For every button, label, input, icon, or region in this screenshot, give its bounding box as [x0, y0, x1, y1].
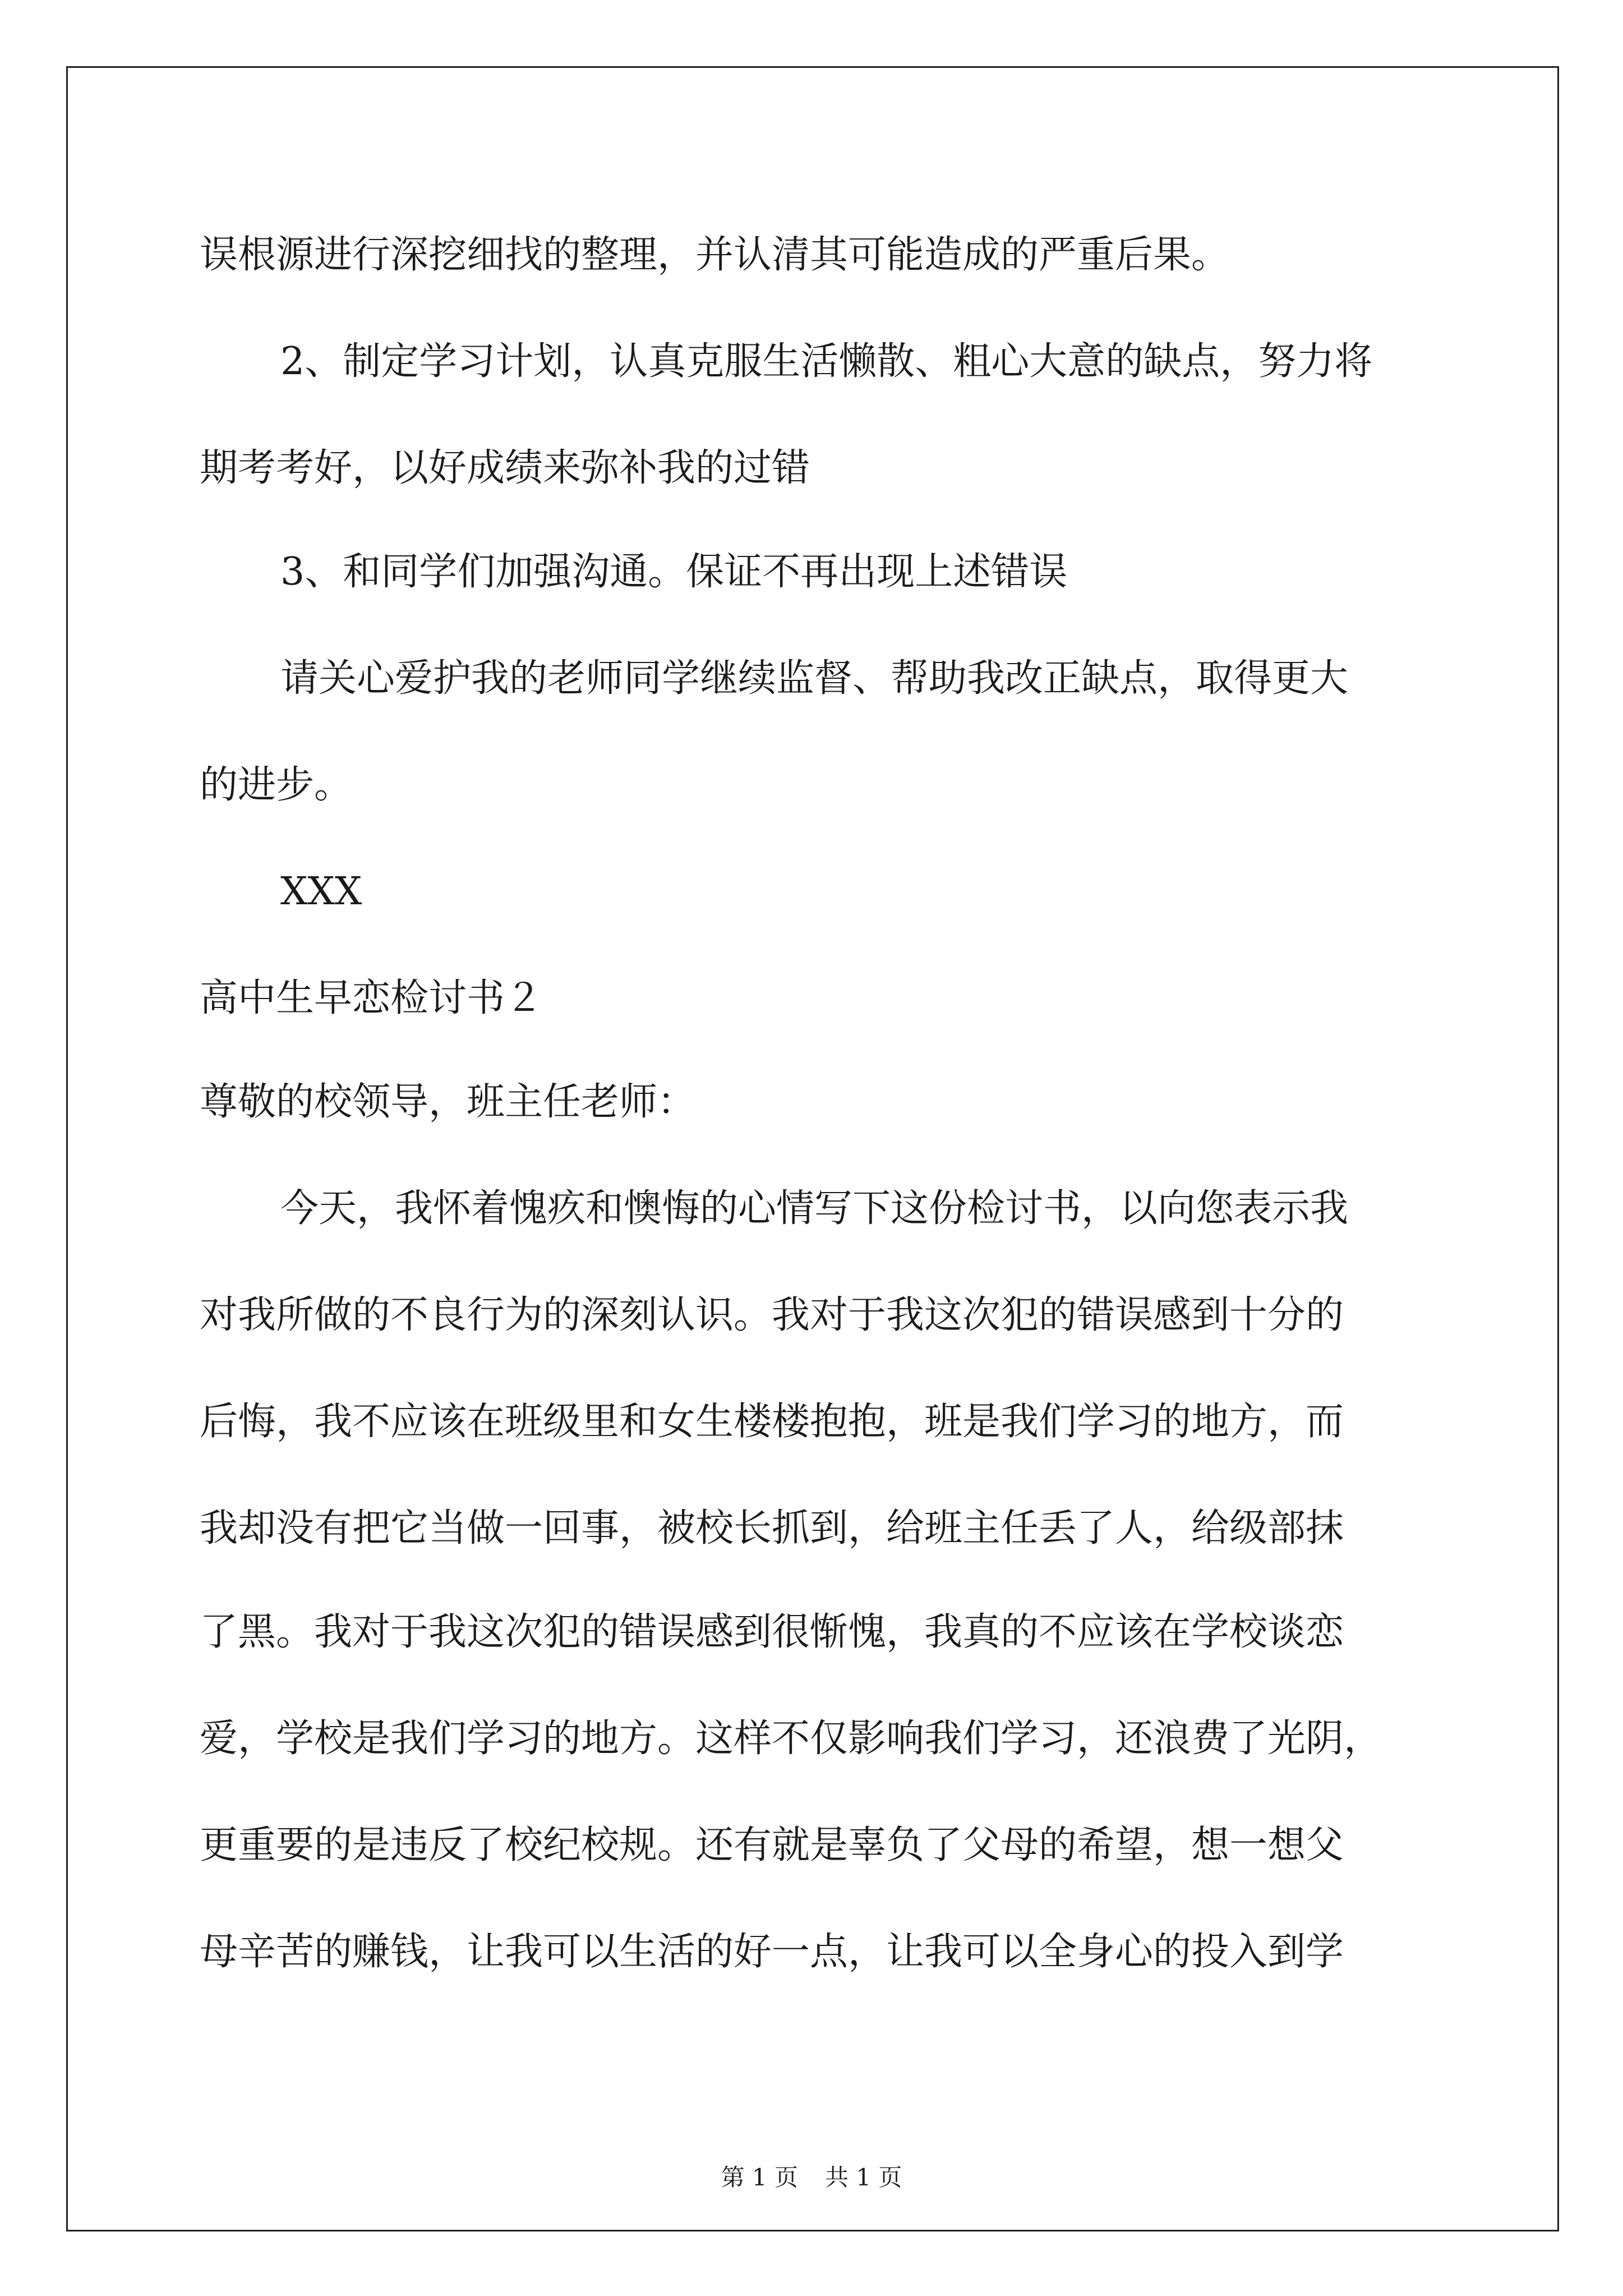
- paragraph-line: 2、制定学习计划，认真克服生活懒散、粗心大意的缺点，努力将: [280, 339, 1373, 384]
- salutation: 尊敬的校领导，班主任老师：: [200, 1080, 696, 1124]
- paragraph-line: 3、和同学们加强沟通。保证不再出现上述错误: [280, 550, 1068, 594]
- signature: XXX: [280, 869, 362, 914]
- page-number: 第 1 页: [721, 2164, 798, 2191]
- section-title: 高中生早恋检讨书２: [200, 976, 543, 1020]
- paragraph-line: 的进步。: [200, 763, 353, 807]
- paragraph-line: 对我所做的不良行为的深刻认识。我对于我这次犯的错误感到十分的: [200, 1293, 1344, 1337]
- page-footer: [0, 2161, 1623, 2194]
- paragraph-line: 爱，学校是我们学习的地方。这样不仅影响我们学习，还浪费了光阴，: [200, 1717, 1382, 1761]
- paragraph-line: 我却没有把它当做一回事，被校长抓到，给班主任丢了人，给级部抹: [200, 1506, 1344, 1550]
- paragraph-line: 后悔，我不应该在班级里和女生楼楼抱抱，班是我们学习的地方，而: [200, 1400, 1344, 1444]
- paragraph-line: 更重要的是违反了校纪校规。还有就是辜负了父母的希望，想一想父: [200, 1823, 1344, 1867]
- paragraph-line: 期考考好，以好成绩来弥补我的过错: [200, 446, 810, 490]
- paragraph-line: 了黑。我对于我这次犯的错误感到很惭愧，我真的不应该在学校谈恋: [200, 1610, 1344, 1654]
- paragraph-line: 今天，我怀着愧疚和懊悔的心情写下这份检讨书，以向您表示我: [280, 1186, 1349, 1231]
- paragraph-line: 母辛苦的赚钱，让我可以生活的好一点，让我可以全身心的投入到学: [200, 1930, 1344, 1974]
- page-total: 共 1 页: [825, 2164, 902, 2191]
- paragraph-line: 误根源进行深挖细找的整理，并认清其可能造成的严重后果。: [200, 233, 1230, 277]
- paragraph-line: 请关心爱护我的老师同学继续监督、帮助我改正缺点，取得更大: [280, 656, 1349, 701]
